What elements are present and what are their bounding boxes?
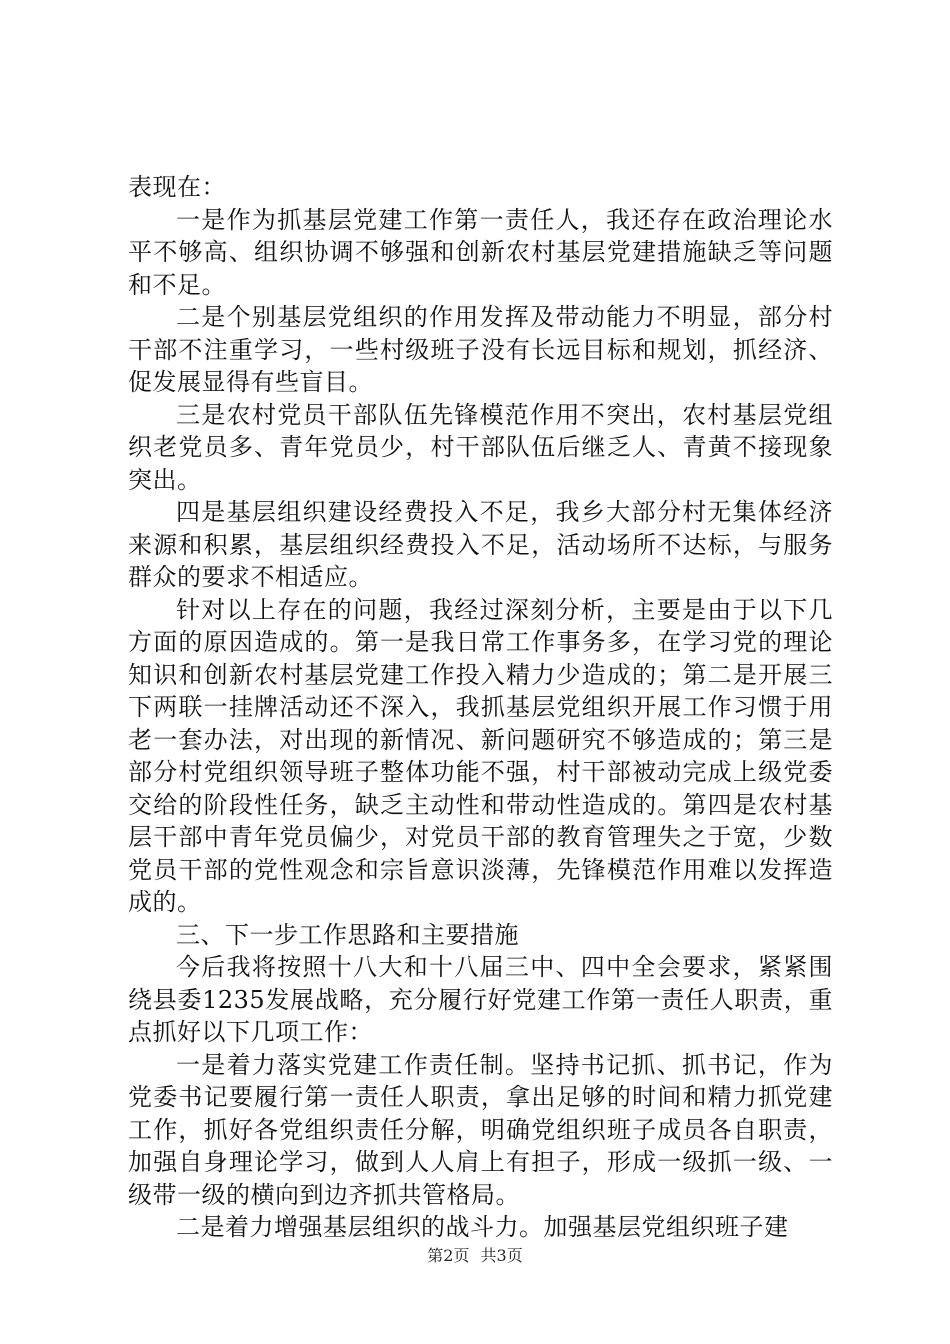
paragraph-plan-intro: 今后我将按照十八大和十八届三中、四中全会要求，紧紧围绕县委1235发展战略，充分履行好党建工作第一责任人职责，重点抓好以下几项工作： xyxy=(128,953,833,1046)
paragraph-problem-3: 三是农村党员干部队伍先锋模范作用不突出，农村基层党组织老党员多、青年党员少，村干部队伍后继乏人、青黄不接现象突出。 xyxy=(128,400,833,494)
page-footer xyxy=(0,1243,950,1266)
paragraph-lead-in: 表现在： xyxy=(128,173,226,201)
paragraph-measure-2: 二是着力增强基层组织的战斗力。加强基层党组织班子建 xyxy=(176,1213,789,1241)
paragraph-problem-4: 四是基层组织建设经费投入不足，我乡大部分村无集体经济来源和积累，基层组织经费投入不足，活动场所不达标，与服务群众的要求不相适应。 xyxy=(128,498,833,591)
page-number: 第2页 xyxy=(427,1246,470,1265)
document-body xyxy=(128,171,833,1244)
paragraph-problem-2: 二是个别基层党组织的作用发挥及带动能力不明显，部分村干部不注重学习，一些村级班子没有长远目标和规划，抓经济、促发展显得有些盲目。 xyxy=(128,303,833,396)
paragraph-problem-1: 一是作为抓基层党建工作第一责任人，我还存在政治理论水平不够高、组织协调不够强和创新农村基层党建措施缺乏等问题和不足。 xyxy=(128,205,833,299)
section-heading: 三、下一步工作思路和主要措施 xyxy=(176,920,519,949)
page-total: 共3页 xyxy=(480,1246,523,1265)
paragraph-measure-1: 一是着力落实党建工作责任制。坚持书记抓、抓书记，作为党委书记要履行第一责任人职责，拿出足够的时间和精力抓党建工作，抓好各党组织责任分解，明确党组织班子成员各自职责，加强自身理论学习，做到人人肩上有担子，形成一级抓一级、一级带一级的横向到边齐抓共管格局。 xyxy=(128,1050,833,1209)
paragraph-cause-analysis: 针对以上存在的问题，我经过深刻分析，主要是由于以下几方面的原因造成的。第一是我日常工作事务多，在学习党的理论知识和创新农村基层党建工作投入精力少造成的；第二是开展三下两联一挂牌活动还不深入，我抓基层党组织开展工作习惯于用老一套办法，对出现的新情况、新问题研究不够造成的；第三是部分村党组织领导班子整体功能不强，村干部被动完成上级党委交给的阶段性任务，缺乏主动性和带动性造成的。第四是农村基层干部中青年党员偏少，对党员干部的教育管理失之于宽，少数党员干部的党性观念和宗旨意识淡薄，先锋模范作用难以发挥造成的。 xyxy=(128,595,833,916)
